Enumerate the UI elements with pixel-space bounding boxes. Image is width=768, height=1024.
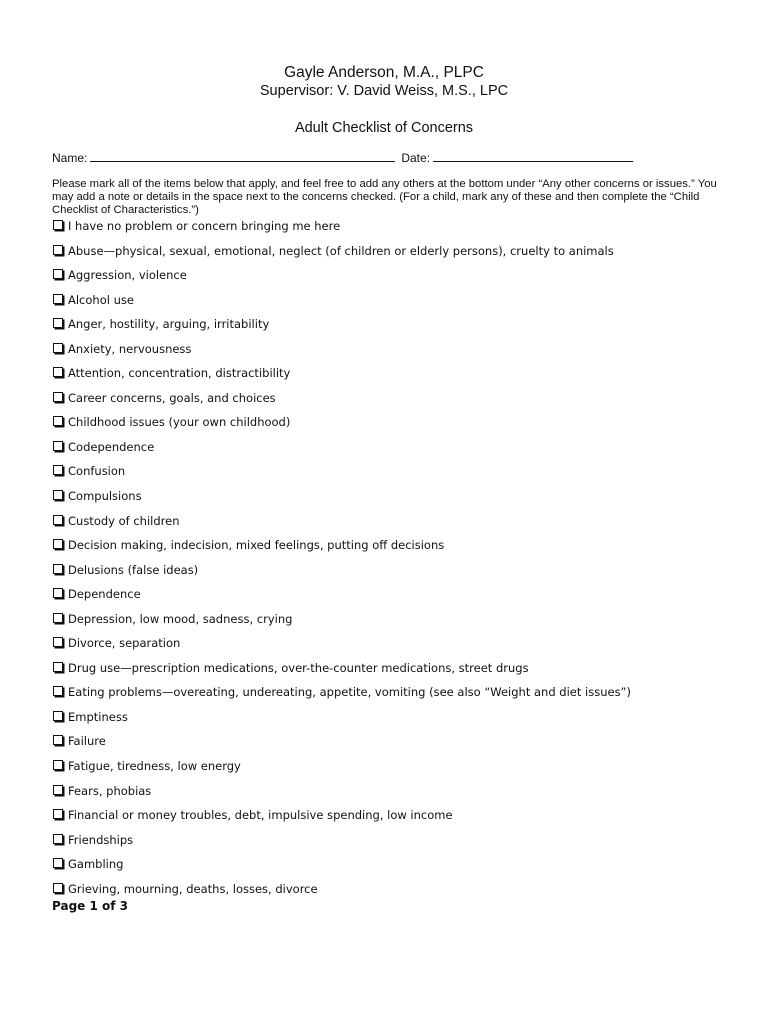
checkbox-icon[interactable] <box>53 760 63 770</box>
form-title: Adult Checklist of Concerns <box>294 120 474 136</box>
checklist-item[interactable] <box>52 660 732 685</box>
checklist-item[interactable] <box>52 783 732 808</box>
checklist-item[interactable] <box>52 537 732 562</box>
page-number: Page 1 of 3 <box>52 899 128 913</box>
checklist-item-label: Childhood issues (your own childhood) <box>68 415 291 430</box>
checkbox-icon[interactable] <box>53 367 63 377</box>
checklist-item-label: Attention, concentration, distractibility <box>68 366 291 381</box>
checkbox-icon[interactable] <box>53 441 63 451</box>
checkbox-icon[interactable] <box>53 220 63 230</box>
concerns-checklist <box>52 218 732 905</box>
checklist-item[interactable] <box>52 635 732 660</box>
name-label: Name: <box>52 151 88 165</box>
checkbox-icon[interactable] <box>53 564 63 574</box>
checkbox-icon[interactable] <box>53 662 63 672</box>
checklist-item-label: Compulsions <box>68 489 142 504</box>
date-label: Date: <box>401 151 431 165</box>
checkbox-icon[interactable] <box>53 588 63 598</box>
checklist-item[interactable] <box>52 684 732 709</box>
name-date-fields <box>52 150 712 165</box>
checklist-item[interactable] <box>52 832 732 857</box>
checklist-item-label: Emptiness <box>68 709 128 724</box>
checkbox-icon[interactable] <box>53 245 63 255</box>
checkbox-icon[interactable] <box>53 539 63 549</box>
checklist-item-label: Confusion <box>68 464 126 479</box>
checklist-item[interactable] <box>52 733 732 758</box>
checklist-item-label: Abuse—physical, sexual, emotional, neglect (of children or elderly persons), cruelty to animals <box>68 243 614 258</box>
checklist-item[interactable] <box>52 758 732 783</box>
checklist-item-label: Failure <box>68 734 106 749</box>
checklist-item[interactable] <box>52 316 732 341</box>
checkbox-icon[interactable] <box>53 294 63 304</box>
checklist-item[interactable] <box>52 365 732 390</box>
checkbox-icon[interactable] <box>53 515 63 525</box>
checklist-item-label: Anxiety, nervousness <box>68 341 192 356</box>
checklist-item[interactable] <box>52 513 732 538</box>
checkbox-icon[interactable] <box>53 858 63 868</box>
checklist-item-label: Gambling <box>68 857 124 872</box>
checklist-item[interactable] <box>52 807 732 832</box>
checkbox-icon[interactable] <box>53 883 63 893</box>
checklist-item-label: Dependence <box>68 587 141 602</box>
checkbox-icon[interactable] <box>53 809 63 819</box>
checklist-item[interactable] <box>52 292 732 317</box>
checklist-item-label: Alcohol use <box>68 292 134 307</box>
checkbox-icon[interactable] <box>53 465 63 475</box>
checklist-item-label: Codependence <box>68 439 155 454</box>
checkbox-icon[interactable] <box>53 735 63 745</box>
checklist-item-label: Financial or money troubles, debt, impulsive spending, low income <box>68 808 453 823</box>
checklist-item-label: Fatigue, tiredness, low energy <box>68 759 241 774</box>
checklist-item-label: Drug use—prescription medications, over-the-counter medications, street drugs <box>68 660 529 675</box>
checklist-item-label: Grieving, mourning, deaths, losses, divorce <box>68 881 318 896</box>
checkbox-icon[interactable] <box>53 392 63 402</box>
checklist-item[interactable] <box>52 488 732 513</box>
date-field[interactable] <box>433 150 633 162</box>
checklist-item[interactable] <box>52 243 732 268</box>
checklist-item[interactable] <box>52 856 732 881</box>
checklist-item[interactable] <box>52 439 732 464</box>
checklist-item-label: Custody of children <box>68 513 180 528</box>
checklist-item-label: Decision making, indecision, mixed feelings, putting off decisions <box>68 538 445 553</box>
checklist-item-label: Eating problems—overeating, undereating, appetite, vomiting (see also “Weight and diet issues”) <box>68 685 632 700</box>
checkbox-icon[interactable] <box>53 637 63 647</box>
checklist-item[interactable] <box>52 463 732 488</box>
checklist-item-label: Depression, low mood, sadness, crying <box>68 611 293 626</box>
checklist-item[interactable] <box>52 881 732 906</box>
checklist-item-label: Anger, hostility, arguing, irritability <box>68 317 270 332</box>
checklist-item-label: Career concerns, goals, and choices <box>68 390 276 405</box>
checklist-item[interactable] <box>52 390 732 415</box>
checklist-item-label: I have no problem or concern bringing me here <box>68 219 341 233</box>
checkbox-icon[interactable] <box>53 686 63 696</box>
checklist-item[interactable] <box>52 586 732 611</box>
checklist-item[interactable] <box>52 267 732 292</box>
checklist-item-label: Aggression, violence <box>68 268 187 283</box>
checkbox-icon[interactable] <box>53 343 63 353</box>
checklist-item[interactable] <box>52 562 732 587</box>
checkbox-icon[interactable] <box>53 711 63 721</box>
checklist-item[interactable] <box>52 709 732 734</box>
checkbox-icon[interactable] <box>53 613 63 623</box>
checkbox-icon[interactable] <box>53 318 63 328</box>
checklist-item[interactable] <box>52 218 732 243</box>
name-field[interactable] <box>90 150 395 162</box>
checklist-item-label: Divorce, separation <box>68 636 181 651</box>
checklist-item-label: Fears, phobias <box>68 783 152 798</box>
checklist-item-label: Delusions (false ideas) <box>68 562 199 577</box>
supervisor-line: Supervisor: V. David Weiss, M.S., LPC <box>259 83 509 99</box>
checklist-item[interactable] <box>52 611 732 636</box>
checklist-item[interactable] <box>52 341 732 366</box>
instructions-paragraph: Please mark all of the items below that apply, and feel free to add any others at the bottom under “Any other concerns or issues.” You may add a note or details in the space next to the concerns checked. (For a child, mark any of these and then complete the “Child Checklist of Characteristics.”) <box>52 178 717 216</box>
checklist-item[interactable] <box>52 414 732 439</box>
therapist-name: Gayle Anderson, M.A., PLPC <box>284 64 484 81</box>
checkbox-icon[interactable] <box>53 785 63 795</box>
checklist-item-label: Friendships <box>68 832 134 847</box>
checkbox-icon[interactable] <box>53 269 63 279</box>
checkbox-icon[interactable] <box>53 834 63 844</box>
checkbox-icon[interactable] <box>53 490 63 500</box>
checkbox-icon[interactable] <box>53 416 63 426</box>
